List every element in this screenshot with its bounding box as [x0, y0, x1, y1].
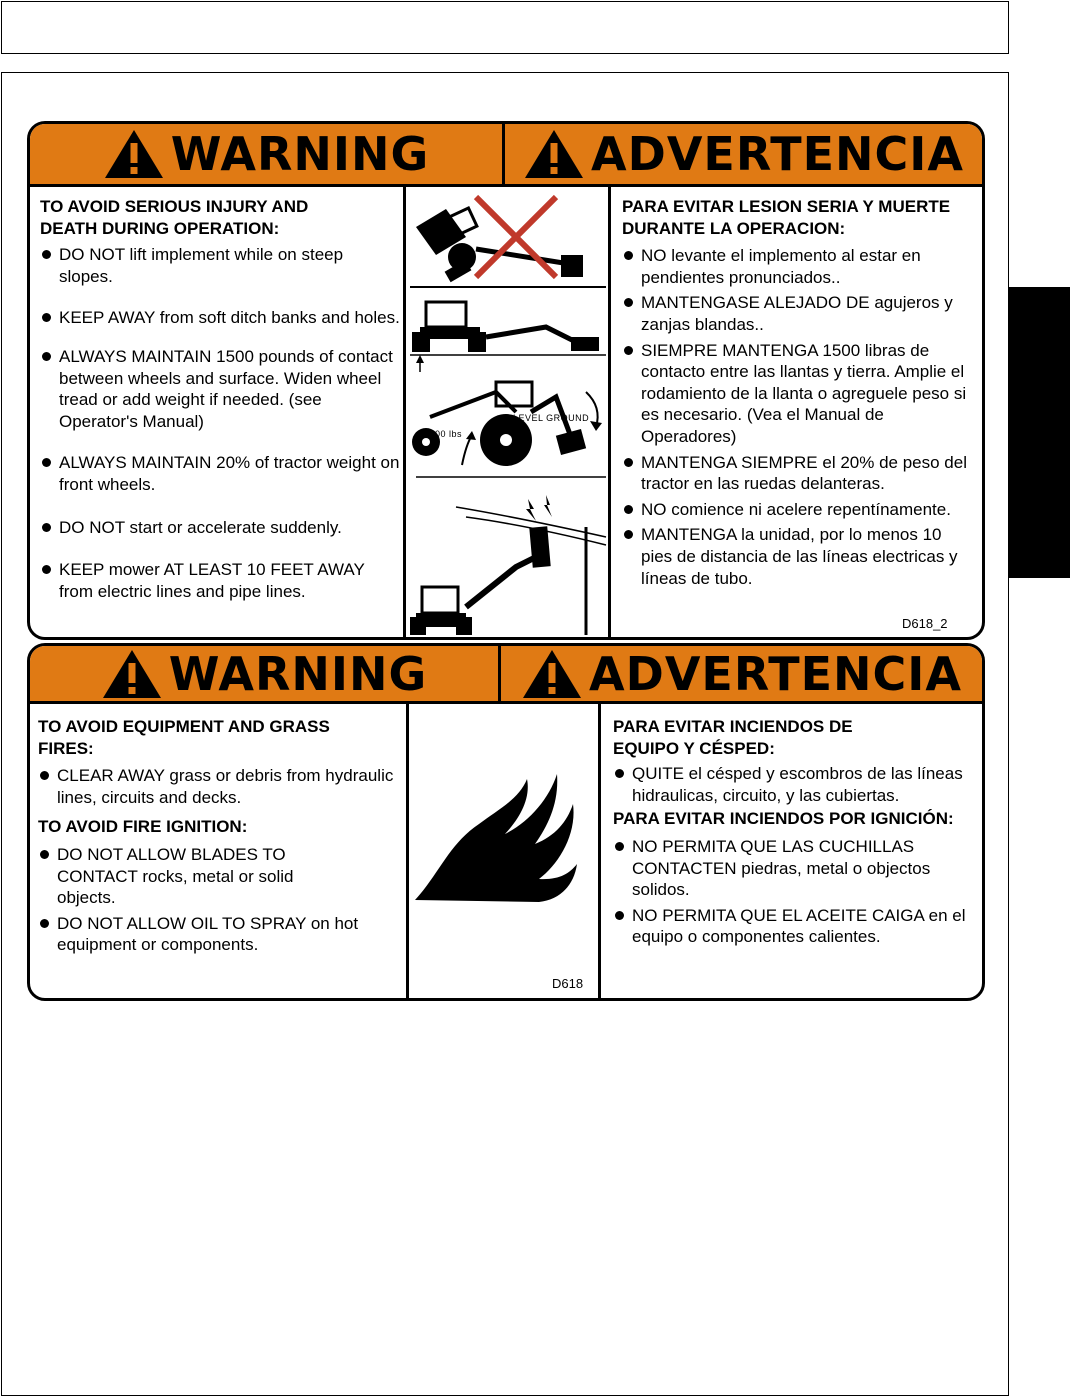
warning-decal-operation: [27, 121, 985, 640]
banner-warning-text: WARNING: [170, 127, 430, 181]
fire-pictogram: [409, 704, 598, 998]
banner-advertencia-text: ADVERTENCIA: [591, 127, 964, 181]
banner-spanish: [505, 124, 982, 184]
banner-warning-text: WARNING: [168, 646, 428, 701]
english-instructions: [38, 716, 398, 956]
list-item: DO NOT ALLOW BLADES TO CONTACT rocks, metal or solid objects.: [38, 844, 398, 909]
english-heading: TO AVOID EQUIPMENT AND GRASS FIRES:: [38, 717, 330, 758]
list-item: KEEP AWAY from soft ditch banks and holes.: [40, 307, 400, 329]
level-ground-pictogram: [410, 302, 606, 372]
column-divider: [608, 184, 611, 637]
list-item: ALWAYS MAINTAIN 20% of tractor weight on front wheels.: [40, 452, 400, 495]
spanish-heading: PARA EVITAR INCIENDOS POR IGNICIÓN:: [613, 809, 954, 829]
tractor-pictogram-illustration: [406, 187, 608, 637]
list-item: NO levante el implemento al estar en pendientes pronunciados..: [622, 245, 974, 288]
list-item: KEEP mower AT LEAST 10 FEET AWAY from electric lines and pipe lines.: [40, 559, 400, 602]
warning-banner: [30, 646, 982, 704]
english-heading: TO AVOID SERIOUS INJURY AND DEATH DURING OPERATION:: [40, 197, 309, 238]
english-heading: TO AVOID FIRE IGNITION:: [38, 817, 248, 837]
spanish-instructions: [613, 716, 975, 948]
list-item: ALWAYS MAINTAIN 1500 pounds of contact between wheels and surface. Widen wheel tread or add weight if needed. (see Operator's Manual): [40, 346, 400, 432]
power-line-pictogram: [410, 495, 606, 635]
list-item: DO NOT lift implement while on steep slopes.: [40, 244, 400, 287]
spanish-heading: PARA EVITAR INCIENDOS DE EQUIPO Y CÉSPED:: [613, 717, 853, 758]
slope-lift-pictogram: [410, 197, 606, 287]
level-ground-label: LEVEL GROUND: [513, 413, 590, 423]
safety-pictograms: [406, 187, 608, 637]
list-item: NO comience ni acelere repentínamente.: [622, 499, 974, 521]
warning-banner: [30, 124, 982, 187]
spanish-instructions: [622, 196, 974, 589]
decal-code: D618_2: [902, 616, 948, 631]
list-item: NO PERMITA QUE EL ACEITE CAIGA en el equipo o componentes calientes.: [613, 905, 975, 948]
warning-decal-fire: [27, 643, 985, 1001]
list-item: DO NOT start or accelerate suddenly.: [40, 517, 400, 539]
warning-triangle-icon: [103, 128, 165, 180]
banner-spanish: [501, 646, 982, 701]
list-item: MANTENGA la unidad, por lo menos 10 pies de distancia de las líneas electricas y líneas de tubo.: [622, 524, 974, 589]
banner-english: [30, 124, 502, 184]
list-item: CLEAR AWAY grass or debris from hydraulic lines, circuits and decks.: [38, 765, 398, 808]
list-item: SIEMPRE MANTENGA 1500 libras de contacto entre las llantas y tierra. Amplie el rodamiento de la llanta o agreguele peso si es necesario. (Vea el Manual de Operadores): [622, 340, 974, 448]
weight-label: 1500 lbs: [424, 429, 463, 439]
warning-triangle-icon: [523, 128, 585, 180]
warning-triangle-icon: [521, 648, 583, 700]
warning-triangle-icon: [101, 648, 163, 700]
banner-english: [30, 646, 498, 701]
spanish-heading: PARA EVITAR LESION SERIA Y MUERTE DURANTE LA OPERACION:: [622, 197, 951, 238]
list-item: MANTENGASE ALEJADO DE agujeros y zanjas blandas..: [622, 292, 974, 335]
list-item: MANTENGA SIEMPRE el 20% de peso del tractor en las ruedas delanteras.: [622, 452, 974, 495]
english-instructions: [40, 196, 400, 602]
list-item: NO PERMITA QUE LAS CUCHILLAS CONTACTEN piedras, metal o objectos solidos.: [613, 836, 975, 901]
header-box: [1, 1, 1009, 54]
section-tab: [1009, 287, 1070, 578]
column-divider: [598, 701, 601, 998]
decal-code: D618: [552, 976, 584, 991]
fire-icon: [409, 704, 598, 998]
banner-advertencia-text: ADVERTENCIA: [589, 646, 962, 701]
list-item: QUITE el césped y escombros de las líneas hidraulicas, circuito, y las cubiertas.: [613, 763, 975, 806]
list-item: DO NOT ALLOW OIL TO SPRAY on hot equipment or components.: [38, 913, 398, 956]
